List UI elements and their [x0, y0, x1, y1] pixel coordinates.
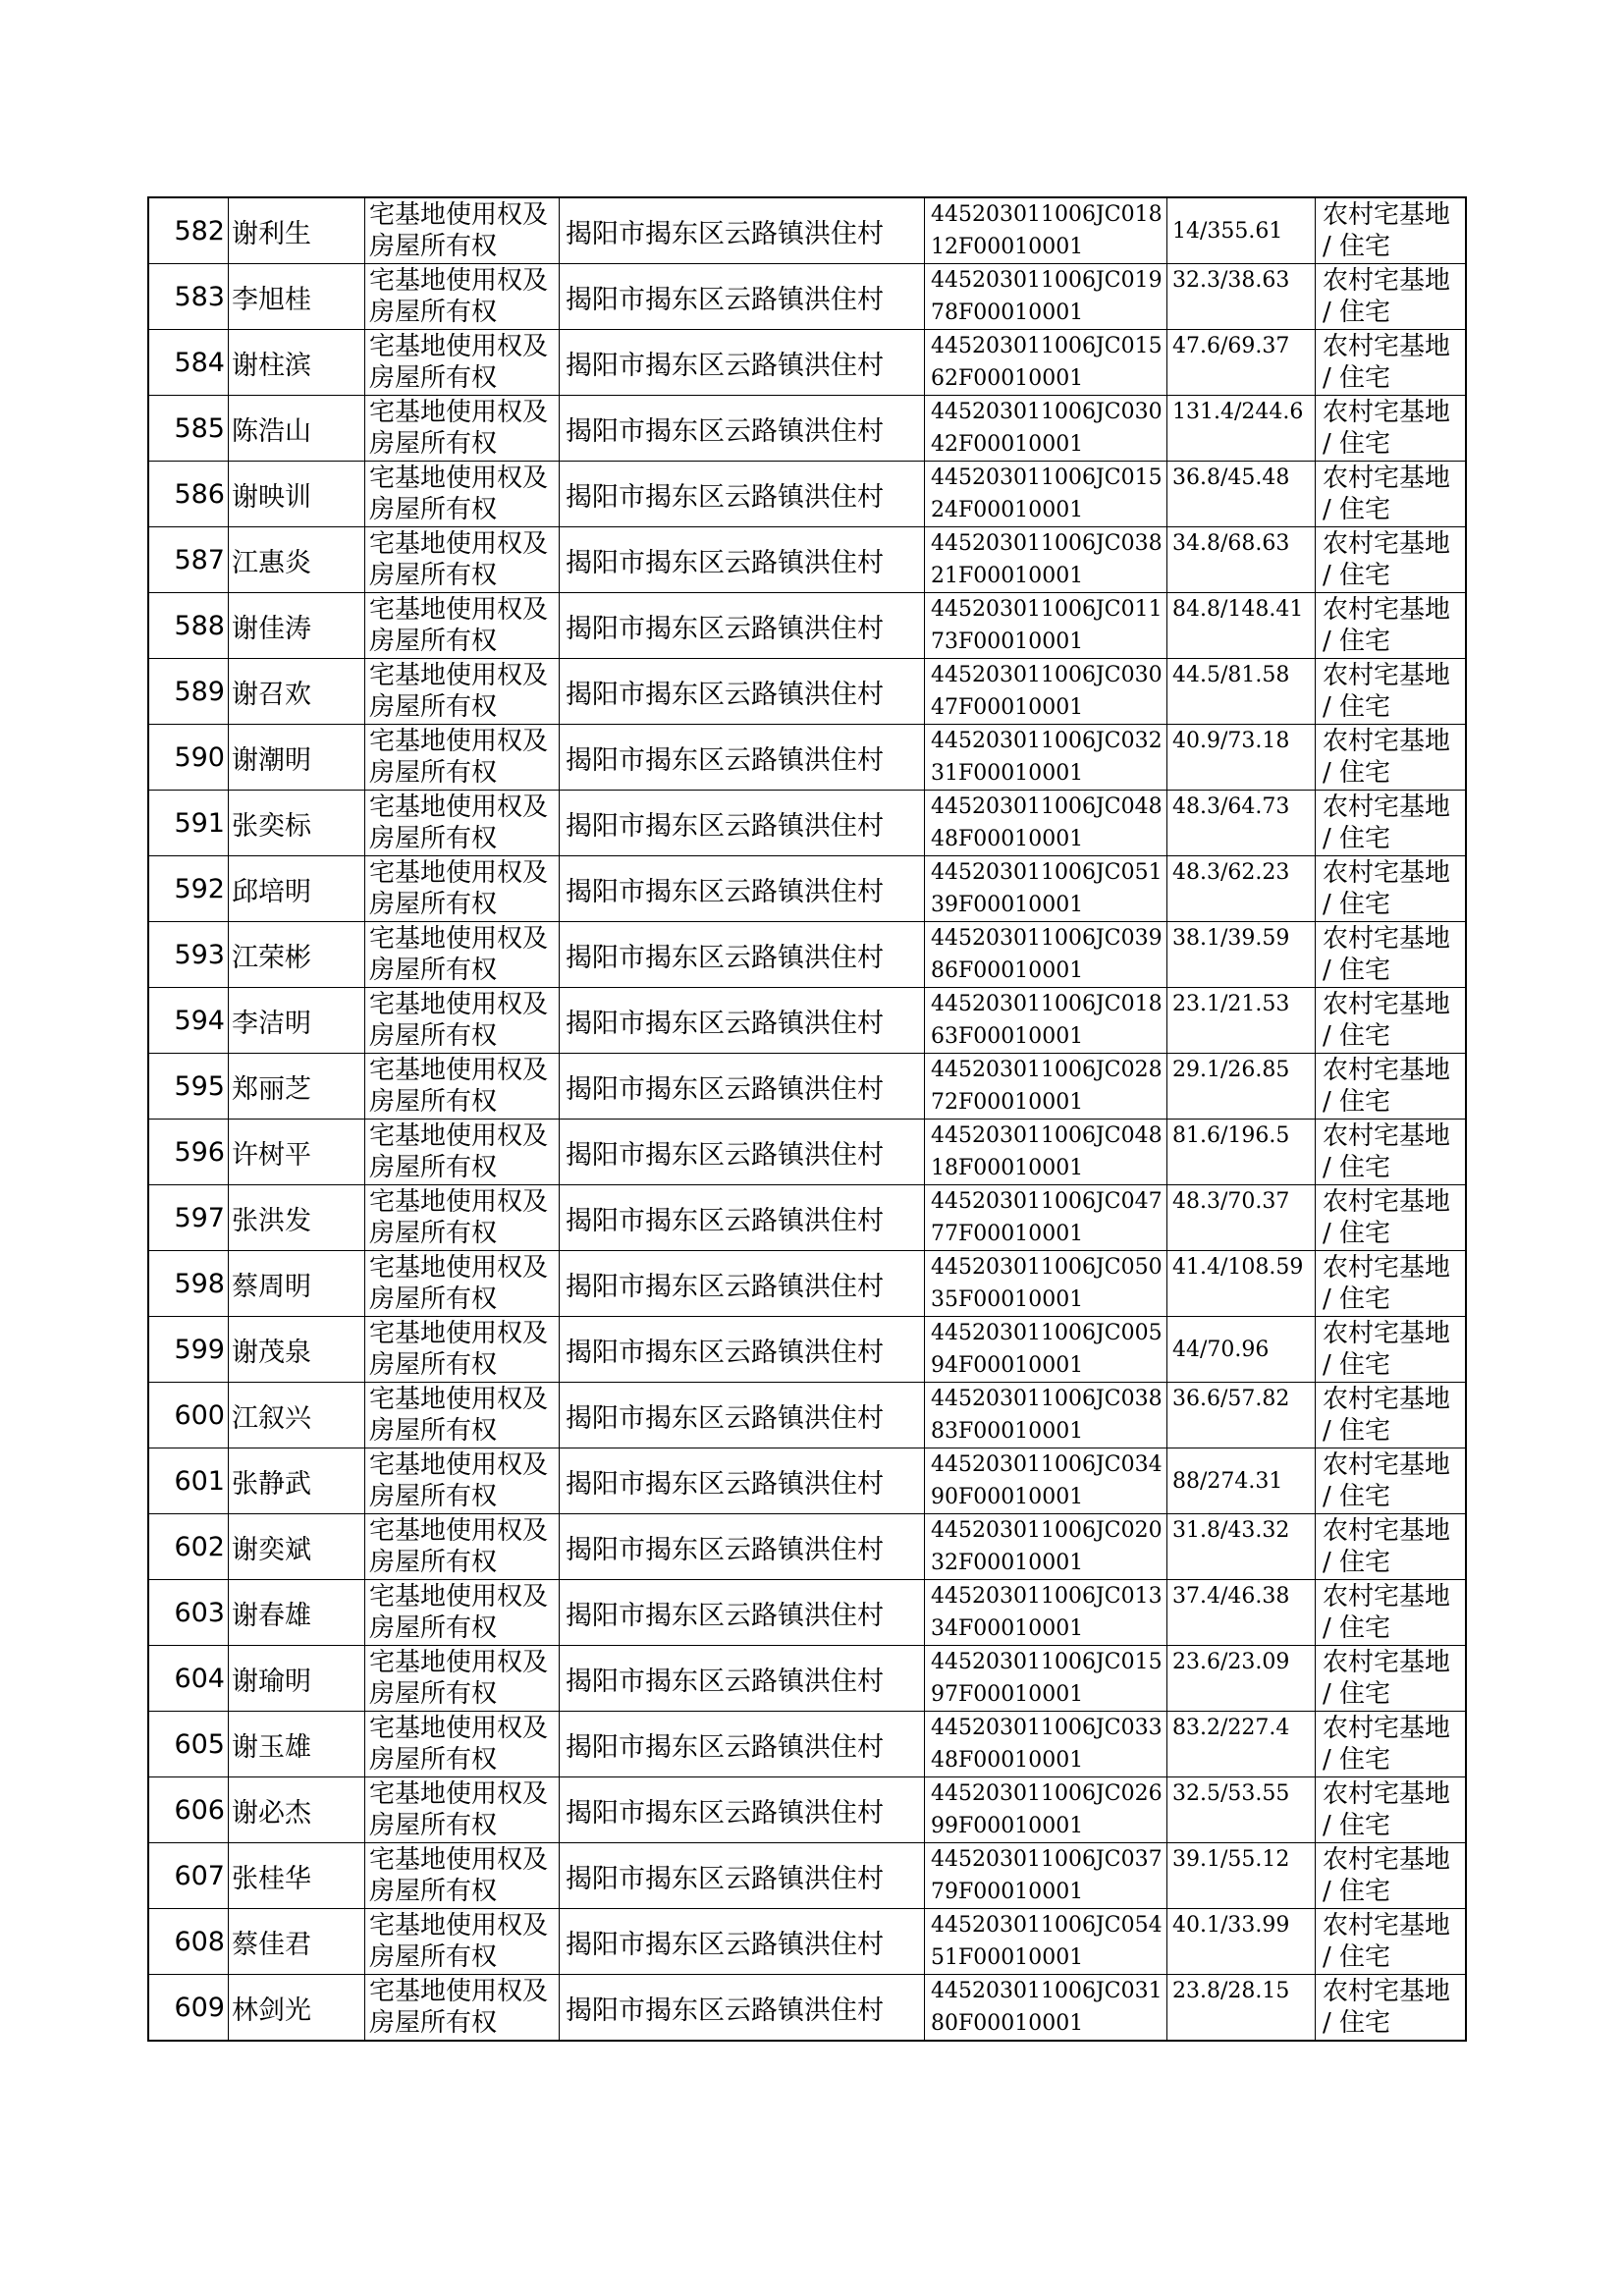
unit-code-cell: 445203011006JC01524F00010001 [925, 462, 1167, 527]
right-type-cell: 宅基地使用权及房屋所有权 [365, 1054, 560, 1120]
usage-cell: 农村宅基地 / 住宅 [1316, 1383, 1467, 1448]
right-type-cell: 宅基地使用权及房屋所有权 [365, 1843, 560, 1909]
sequence-number-cell: 590 [148, 725, 229, 791]
usage-cell: 农村宅基地 / 住宅 [1316, 1448, 1467, 1514]
table-row [148, 1514, 1466, 1580]
right-type-cell: 宅基地使用权及房屋所有权 [365, 1975, 560, 2042]
usage-cell: 农村宅基地 / 住宅 [1316, 659, 1467, 725]
area-cell: 84.8/148.41 [1167, 593, 1316, 659]
owner-name-cell: 李旭桂 [229, 264, 365, 330]
right-type-cell: 宅基地使用权及房屋所有权 [365, 1185, 560, 1251]
owner-name-cell: 许树平 [229, 1120, 365, 1185]
area-cell: 81.6/196.5 [1167, 1120, 1316, 1185]
sequence-number-cell: 594 [148, 988, 229, 1054]
sequence-number-cell: 601 [148, 1448, 229, 1514]
location-cell: 揭阳市揭东区云路镇洪住村 [560, 462, 925, 527]
unit-code-cell: 445203011006JC03180F00010001 [925, 1975, 1167, 2042]
usage-cell: 农村宅基地 / 住宅 [1316, 1251, 1467, 1317]
right-type-cell: 宅基地使用权及房屋所有权 [365, 1514, 560, 1580]
area-cell: 39.1/55.12 [1167, 1843, 1316, 1909]
table-row [148, 856, 1466, 922]
owner-name-cell: 张洪发 [229, 1185, 365, 1251]
owner-name-cell: 陈浩山 [229, 396, 365, 462]
location-cell: 揭阳市揭东区云路镇洪住村 [560, 330, 925, 396]
unit-code-cell: 445203011006JC05451F00010001 [925, 1909, 1167, 1975]
table-row [148, 1712, 1466, 1777]
table-row [148, 1317, 1466, 1383]
sequence-number-cell: 586 [148, 462, 229, 527]
table-row [148, 1777, 1466, 1843]
table-row [148, 659, 1466, 725]
area-cell: 83.2/227.4 [1167, 1712, 1316, 1777]
location-cell: 揭阳市揭东区云路镇洪住村 [560, 396, 925, 462]
sequence-number-cell: 591 [148, 791, 229, 856]
right-type-cell: 宅基地使用权及房屋所有权 [365, 593, 560, 659]
location-cell: 揭阳市揭东区云路镇洪住村 [560, 1120, 925, 1185]
usage-cell: 农村宅基地 / 住宅 [1316, 1580, 1467, 1646]
table-row [148, 396, 1466, 462]
table-row [148, 593, 1466, 659]
location-cell: 揭阳市揭东区云路镇洪住村 [560, 1909, 925, 1975]
area-cell: 36.6/57.82 [1167, 1383, 1316, 1448]
sequence-number-cell: 588 [148, 593, 229, 659]
owner-name-cell: 谢佳涛 [229, 593, 365, 659]
area-cell: 36.8/45.48 [1167, 462, 1316, 527]
owner-name-cell: 谢茂泉 [229, 1317, 365, 1383]
unit-code-cell: 445203011006JC03348F00010001 [925, 1712, 1167, 1777]
table-row [148, 1251, 1466, 1317]
area-cell: 38.1/39.59 [1167, 922, 1316, 988]
sequence-number-cell: 602 [148, 1514, 229, 1580]
usage-cell: 农村宅基地 / 住宅 [1316, 593, 1467, 659]
right-type-cell: 宅基地使用权及房屋所有权 [365, 791, 560, 856]
unit-code-cell: 445203011006JC01597F00010001 [925, 1646, 1167, 1712]
sequence-number-cell: 597 [148, 1185, 229, 1251]
unit-code-cell: 445203011006JC03986F00010001 [925, 922, 1167, 988]
usage-cell: 农村宅基地 / 住宅 [1316, 462, 1467, 527]
area-cell: 48.3/64.73 [1167, 791, 1316, 856]
right-type-cell: 宅基地使用权及房屋所有权 [365, 1448, 560, 1514]
usage-cell: 农村宅基地 / 住宅 [1316, 1120, 1467, 1185]
unit-code-cell: 445203011006JC03883F00010001 [925, 1383, 1167, 1448]
table-row [148, 264, 1466, 330]
area-cell: 31.8/43.32 [1167, 1514, 1316, 1580]
table-row [148, 988, 1466, 1054]
area-cell: 44.5/81.58 [1167, 659, 1316, 725]
location-cell: 揭阳市揭东区云路镇洪住村 [560, 1448, 925, 1514]
sequence-number-cell: 604 [148, 1646, 229, 1712]
owner-name-cell: 谢映训 [229, 462, 365, 527]
owner-name-cell: 谢召欢 [229, 659, 365, 725]
owner-name-cell: 谢利生 [229, 197, 365, 264]
area-cell: 23.6/23.09 [1167, 1646, 1316, 1712]
right-type-cell: 宅基地使用权及房屋所有权 [365, 527, 560, 593]
area-cell: 44/70.96 [1167, 1317, 1316, 1383]
unit-code-cell: 445203011006JC04818F00010001 [925, 1120, 1167, 1185]
right-type-cell: 宅基地使用权及房屋所有权 [365, 330, 560, 396]
table-row [148, 1843, 1466, 1909]
location-cell: 揭阳市揭东区云路镇洪住村 [560, 791, 925, 856]
right-type-cell: 宅基地使用权及房屋所有权 [365, 1777, 560, 1843]
right-type-cell: 宅基地使用权及房屋所有权 [365, 1317, 560, 1383]
location-cell: 揭阳市揭东区云路镇洪住村 [560, 264, 925, 330]
usage-cell: 农村宅基地 / 住宅 [1316, 1777, 1467, 1843]
table-row [148, 1185, 1466, 1251]
right-type-cell: 宅基地使用权及房屋所有权 [365, 462, 560, 527]
usage-cell: 农村宅基地 / 住宅 [1316, 1054, 1467, 1120]
right-type-cell: 宅基地使用权及房屋所有权 [365, 1712, 560, 1777]
owner-name-cell: 江荣彬 [229, 922, 365, 988]
sequence-number-cell: 589 [148, 659, 229, 725]
usage-cell: 农村宅基地 / 住宅 [1316, 1909, 1467, 1975]
location-cell: 揭阳市揭东区云路镇洪住村 [560, 593, 925, 659]
area-cell: 14/355.61 [1167, 197, 1316, 264]
sequence-number-cell: 605 [148, 1712, 229, 1777]
location-cell: 揭阳市揭东区云路镇洪住村 [560, 197, 925, 264]
owner-name-cell: 郑丽芝 [229, 1054, 365, 1120]
sequence-number-cell: 584 [148, 330, 229, 396]
sequence-number-cell: 592 [148, 856, 229, 922]
owner-name-cell: 张静武 [229, 1448, 365, 1514]
right-type-cell: 宅基地使用权及房屋所有权 [365, 1251, 560, 1317]
area-cell: 40.9/73.18 [1167, 725, 1316, 791]
location-cell: 揭阳市揭东区云路镇洪住村 [560, 1975, 925, 2042]
usage-cell: 农村宅基地 / 住宅 [1316, 988, 1467, 1054]
location-cell: 揭阳市揭东区云路镇洪住村 [560, 1777, 925, 1843]
owner-name-cell: 林剑光 [229, 1975, 365, 2042]
table-row [148, 462, 1466, 527]
sequence-number-cell: 587 [148, 527, 229, 593]
unit-code-cell: 445203011006JC03231F00010001 [925, 725, 1167, 791]
right-type-cell: 宅基地使用权及房屋所有权 [365, 1646, 560, 1712]
table-row [148, 330, 1466, 396]
location-cell: 揭阳市揭东区云路镇洪住村 [560, 1580, 925, 1646]
area-cell: 41.4/108.59 [1167, 1251, 1316, 1317]
unit-code-cell: 445203011006JC03779F00010001 [925, 1843, 1167, 1909]
unit-code-cell: 445203011006JC01978F00010001 [925, 264, 1167, 330]
table-row [148, 1054, 1466, 1120]
owner-name-cell: 江惠炎 [229, 527, 365, 593]
owner-name-cell: 李洁明 [229, 988, 365, 1054]
sequence-number-cell: 606 [148, 1777, 229, 1843]
usage-cell: 农村宅基地 / 住宅 [1316, 197, 1467, 264]
unit-code-cell: 445203011006JC02699F00010001 [925, 1777, 1167, 1843]
sequence-number-cell: 585 [148, 396, 229, 462]
location-cell: 揭阳市揭东区云路镇洪住村 [560, 1514, 925, 1580]
area-cell: 23.1/21.53 [1167, 988, 1316, 1054]
area-cell: 32.3/38.63 [1167, 264, 1316, 330]
usage-cell: 农村宅基地 / 住宅 [1316, 791, 1467, 856]
usage-cell: 农村宅基地 / 住宅 [1316, 330, 1467, 396]
sequence-number-cell: 582 [148, 197, 229, 264]
owner-name-cell: 张奕标 [229, 791, 365, 856]
usage-cell: 农村宅基地 / 住宅 [1316, 1646, 1467, 1712]
area-cell: 23.8/28.15 [1167, 1975, 1316, 2042]
area-cell: 29.1/26.85 [1167, 1054, 1316, 1120]
location-cell: 揭阳市揭东区云路镇洪住村 [560, 1185, 925, 1251]
location-cell: 揭阳市揭东区云路镇洪住村 [560, 1383, 925, 1448]
unit-code-cell: 445203011006JC01334F00010001 [925, 1580, 1167, 1646]
sequence-number-cell: 607 [148, 1843, 229, 1909]
right-type-cell: 宅基地使用权及房屋所有权 [365, 1383, 560, 1448]
unit-code-cell: 445203011006JC01812F00010001 [925, 197, 1167, 264]
unit-code-cell: 445203011006JC04848F00010001 [925, 791, 1167, 856]
owner-name-cell: 谢奕斌 [229, 1514, 365, 1580]
location-cell: 揭阳市揭东区云路镇洪住村 [560, 988, 925, 1054]
sequence-number-cell: 609 [148, 1975, 229, 2042]
usage-cell: 农村宅基地 / 住宅 [1316, 1975, 1467, 2042]
table-row [148, 1975, 1466, 2042]
usage-cell: 农村宅基地 / 住宅 [1316, 856, 1467, 922]
unit-code-cell: 445203011006JC01173F00010001 [925, 593, 1167, 659]
right-type-cell: 宅基地使用权及房屋所有权 [365, 396, 560, 462]
location-cell: 揭阳市揭东区云路镇洪住村 [560, 1646, 925, 1712]
sequence-number-cell: 598 [148, 1251, 229, 1317]
location-cell: 揭阳市揭东区云路镇洪住村 [560, 856, 925, 922]
unit-code-cell: 445203011006JC03042F00010001 [925, 396, 1167, 462]
location-cell: 揭阳市揭东区云路镇洪住村 [560, 1712, 925, 1777]
unit-code-cell: 445203011006JC01562F00010001 [925, 330, 1167, 396]
owner-name-cell: 谢春雄 [229, 1580, 365, 1646]
table-row [148, 1909, 1466, 1975]
owner-name-cell: 邱培明 [229, 856, 365, 922]
unit-code-cell: 445203011006JC02032F00010001 [925, 1514, 1167, 1580]
sequence-number-cell: 595 [148, 1054, 229, 1120]
right-type-cell: 宅基地使用权及房屋所有权 [365, 1120, 560, 1185]
area-cell: 48.3/70.37 [1167, 1185, 1316, 1251]
table-row [148, 1580, 1466, 1646]
owner-name-cell: 张桂华 [229, 1843, 365, 1909]
unit-code-cell: 445203011006JC02872F00010001 [925, 1054, 1167, 1120]
usage-cell: 农村宅基地 / 住宅 [1316, 1843, 1467, 1909]
property-register-table [147, 196, 1467, 2042]
table-row [148, 197, 1466, 264]
owner-name-cell: 谢潮明 [229, 725, 365, 791]
location-cell: 揭阳市揭东区云路镇洪住村 [560, 725, 925, 791]
table-row [148, 1383, 1466, 1448]
location-cell: 揭阳市揭东区云路镇洪住村 [560, 922, 925, 988]
usage-cell: 农村宅基地 / 住宅 [1316, 264, 1467, 330]
area-cell: 34.8/68.63 [1167, 527, 1316, 593]
right-type-cell: 宅基地使用权及房屋所有权 [365, 264, 560, 330]
area-cell: 37.4/46.38 [1167, 1580, 1316, 1646]
area-cell: 88/274.31 [1167, 1448, 1316, 1514]
right-type-cell: 宅基地使用权及房屋所有权 [365, 659, 560, 725]
unit-code-cell: 445203011006JC05035F00010001 [925, 1251, 1167, 1317]
usage-cell: 农村宅基地 / 住宅 [1316, 922, 1467, 988]
owner-name-cell: 江叙兴 [229, 1383, 365, 1448]
usage-cell: 农村宅基地 / 住宅 [1316, 527, 1467, 593]
usage-cell: 农村宅基地 / 住宅 [1316, 396, 1467, 462]
register-body [148, 197, 1466, 2041]
table-row [148, 527, 1466, 593]
right-type-cell: 宅基地使用权及房屋所有权 [365, 1909, 560, 1975]
location-cell: 揭阳市揭东区云路镇洪住村 [560, 1843, 925, 1909]
sequence-number-cell: 596 [148, 1120, 229, 1185]
location-cell: 揭阳市揭东区云路镇洪住村 [560, 1054, 925, 1120]
right-type-cell: 宅基地使用权及房屋所有权 [365, 922, 560, 988]
area-cell: 32.5/53.55 [1167, 1777, 1316, 1843]
table-row [148, 725, 1466, 791]
location-cell: 揭阳市揭东区云路镇洪住村 [560, 1317, 925, 1383]
right-type-cell: 宅基地使用权及房屋所有权 [365, 1580, 560, 1646]
area-cell: 40.1/33.99 [1167, 1909, 1316, 1975]
location-cell: 揭阳市揭东区云路镇洪住村 [560, 659, 925, 725]
usage-cell: 农村宅基地 / 住宅 [1316, 1514, 1467, 1580]
usage-cell: 农村宅基地 / 住宅 [1316, 1185, 1467, 1251]
owner-name-cell: 谢柱滨 [229, 330, 365, 396]
area-cell: 47.6/69.37 [1167, 330, 1316, 396]
table-row [148, 791, 1466, 856]
owner-name-cell: 蔡周明 [229, 1251, 365, 1317]
owner-name-cell: 谢玉雄 [229, 1712, 365, 1777]
unit-code-cell: 445203011006JC01863F00010001 [925, 988, 1167, 1054]
unit-code-cell: 445203011006JC00594F00010001 [925, 1317, 1167, 1383]
location-cell: 揭阳市揭东区云路镇洪住村 [560, 527, 925, 593]
sequence-number-cell: 593 [148, 922, 229, 988]
sequence-number-cell: 603 [148, 1580, 229, 1646]
owner-name-cell: 蔡佳君 [229, 1909, 365, 1975]
table-row [148, 922, 1466, 988]
location-cell: 揭阳市揭东区云路镇洪住村 [560, 1251, 925, 1317]
usage-cell: 农村宅基地 / 住宅 [1316, 725, 1467, 791]
table-row [148, 1448, 1466, 1514]
sequence-number-cell: 599 [148, 1317, 229, 1383]
right-type-cell: 宅基地使用权及房屋所有权 [365, 988, 560, 1054]
unit-code-cell: 445203011006JC03821F00010001 [925, 527, 1167, 593]
sequence-number-cell: 583 [148, 264, 229, 330]
right-type-cell: 宅基地使用权及房屋所有权 [365, 725, 560, 791]
unit-code-cell: 445203011006JC05139F00010001 [925, 856, 1167, 922]
unit-code-cell: 445203011006JC03490F00010001 [925, 1448, 1167, 1514]
right-type-cell: 宅基地使用权及房屋所有权 [365, 856, 560, 922]
owner-name-cell: 谢必杰 [229, 1777, 365, 1843]
unit-code-cell: 445203011006JC04777F00010001 [925, 1185, 1167, 1251]
sequence-number-cell: 600 [148, 1383, 229, 1448]
usage-cell: 农村宅基地 / 住宅 [1316, 1317, 1467, 1383]
right-type-cell: 宅基地使用权及房屋所有权 [365, 197, 560, 264]
table-row [148, 1646, 1466, 1712]
area-cell: 48.3/62.23 [1167, 856, 1316, 922]
table-row [148, 1120, 1466, 1185]
usage-cell: 农村宅基地 / 住宅 [1316, 1712, 1467, 1777]
unit-code-cell: 445203011006JC03047F00010001 [925, 659, 1167, 725]
owner-name-cell: 谢瑜明 [229, 1646, 365, 1712]
sequence-number-cell: 608 [148, 1909, 229, 1975]
area-cell: 131.4/244.6 [1167, 396, 1316, 462]
